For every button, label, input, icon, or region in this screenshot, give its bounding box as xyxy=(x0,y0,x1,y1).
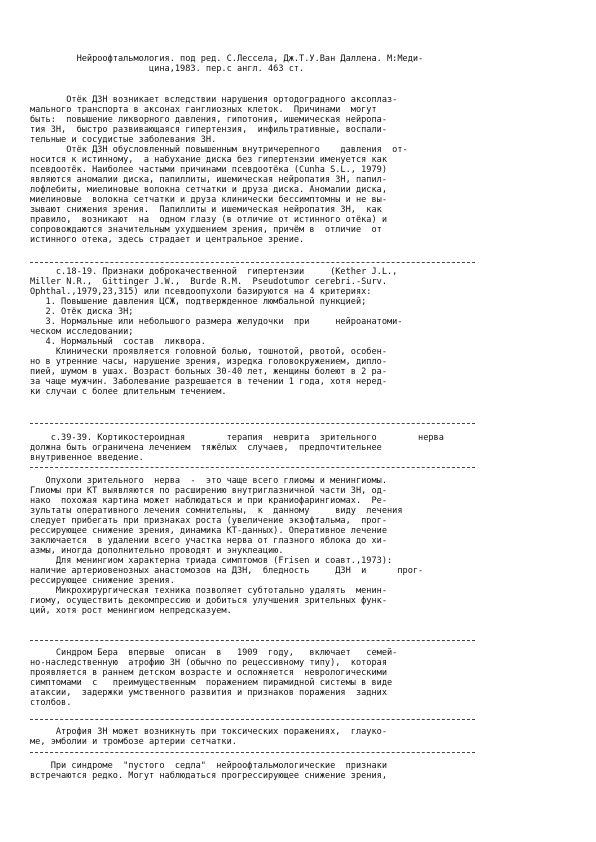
section-divider xyxy=(30,262,475,263)
section-divider xyxy=(30,640,475,641)
section-divider xyxy=(30,467,475,468)
paragraph-behr-syndrome: Синдром Бера впервые описан в 1909 году, включает семей- но-наследственную атрофию ЗН (обычно по рецессивному типу), которая проявляется в раннем детском возрасте и осложняется неврологическими симптомами с преимущественным поражением пирамидной системы в виде атаксии, задержки умственного развития и признаков поражения задних столбов. xyxy=(30,648,398,708)
paragraph-optic-atrophy: Атрофия ЗН может возникнуть при токсических поражениях, глауко- ме, эмболии и тромбозе артерии сетчатки. xyxy=(30,727,387,747)
paragraph-benign-hypertension: с.18-19. Признаки доброкачественной гипертензии (Kether J.L., Miller N.R., Gittinger J.W., Burde R.M. Pseudotumor cerebri.-Surv. Ophthal.,1979,23,315) или псевдоопухоли базируются на 4 критериях: 1. Повышение давления ЦСЖ, подтвержденное люмбальной пункцией; 2. Отёк диска ЗН; 3. Нормальные или небольшого размера желудочки при нейроанатоми- ческом исследовании; 4. Нормальный состав ликвора. Клинически проявляется головной болью, тошнотой, рвотой, особен- но в утренние часы, нарушение зрения, изредка головокружением, дипло- пией, шумом в ушах. Возраст больных 30-40 лет, женщины болеют в 2 ра- за чаще мужчин. Заболевание разрешается в течении 1 года, хотя неред- ки случаи с более длительным течением. xyxy=(30,267,403,397)
paragraph-optic-disc-edema: Отёк ДЗН возникает вследствии нарушения ортодоградного аксоплаз- мального транспорта в аксонах ганглиозных клеток. Причинами могут быть: повышение ликворного давления, гипотония, ишемическая нейропа- тия ЗН, быстро развивающаяся гипертензия, инфильтративные, воспали- тельные и сосудистые заболевания ЗН. Отёк ДЗН обусловленный повышенным внутричерепного давления от- носится к истинному, а набухание диска без гипертензии именуется как псевдоотёк. Наиболее частыми причинами псевдоотёка (Cunha S.L., 1979) являются аномалии диска, папиллиты, ишемическая нейропатия ЗН, папил- лофлебиты, миелиновые волокна сетчатки и друза диска. Аномалии диска, миелиновые волокна сетчатки и друза клинически бессимптомны и не вы- зывают снижения зрения. Папиллиты и ишемическая нейропатия ЗН, как правило, возникают на одном глазу (в отличие от истинного отёка) и сопровождаются значительным ухудшением зрения, причём в отличие от истинного отека, здесь страдает и центральное зрение. xyxy=(30,95,408,245)
bibliographic-header: Нейроофтальмология. под ред. С.Лессела, Дж.Т.У.Ван Даллена. М:Меди- цина,1983. пер.с англ. 463 ст. xyxy=(76,54,424,74)
paragraph-empty-sella: При синдроме "пустого седла" нейроофтальмологические признаки встречаются редко. Могут наблюдаться прогрессирующее снижение зрения, xyxy=(30,761,387,781)
section-divider xyxy=(30,752,475,753)
paragraph-optic-nerve-tumors: Опухоли зрительного нерва - это чаще всего глиомы и менингиомы. Глиомы при КТ выявляются по расширению внутриглазничной части ЗН, од- нако похожая картина может наблюдаться и при краниофарингиомах. Ре- зультаты оперативного лечения сомнительны, к данному виду лечения следует прибегать при признаках роста (увеличение экзофтальма, прог- рессирующее снижение зрения, динамика КТ-данных). Оперативное лечение заключается в удалении всего участка нерва от глазного яблока до хи- азмы, иногда дополнительно проводят и энуклеацию. Для менингиом характерна триада симптомов (Frisen и соавт.,1973): наличие артериовенозных анастомозов на ДЗН, бледность ДЗН и прог- рессирующее снижение зрения. Микрохирургическая техника позволяет субтотально удалять менин- гиому, осуществить декомпрессию и добиться улучшения зрительных функ- ций, хотя рост менингиом непредсказуем. xyxy=(30,476,424,616)
paragraph-corticosteroid-therapy: с.39-39. Кортикостероидная терапия неврита зрительного нерва должна быть ограничена лечением тяжёлых случаев, предпочтительнее внутривенное введение. xyxy=(30,433,444,463)
section-divider xyxy=(30,423,475,424)
section-divider xyxy=(30,719,475,720)
